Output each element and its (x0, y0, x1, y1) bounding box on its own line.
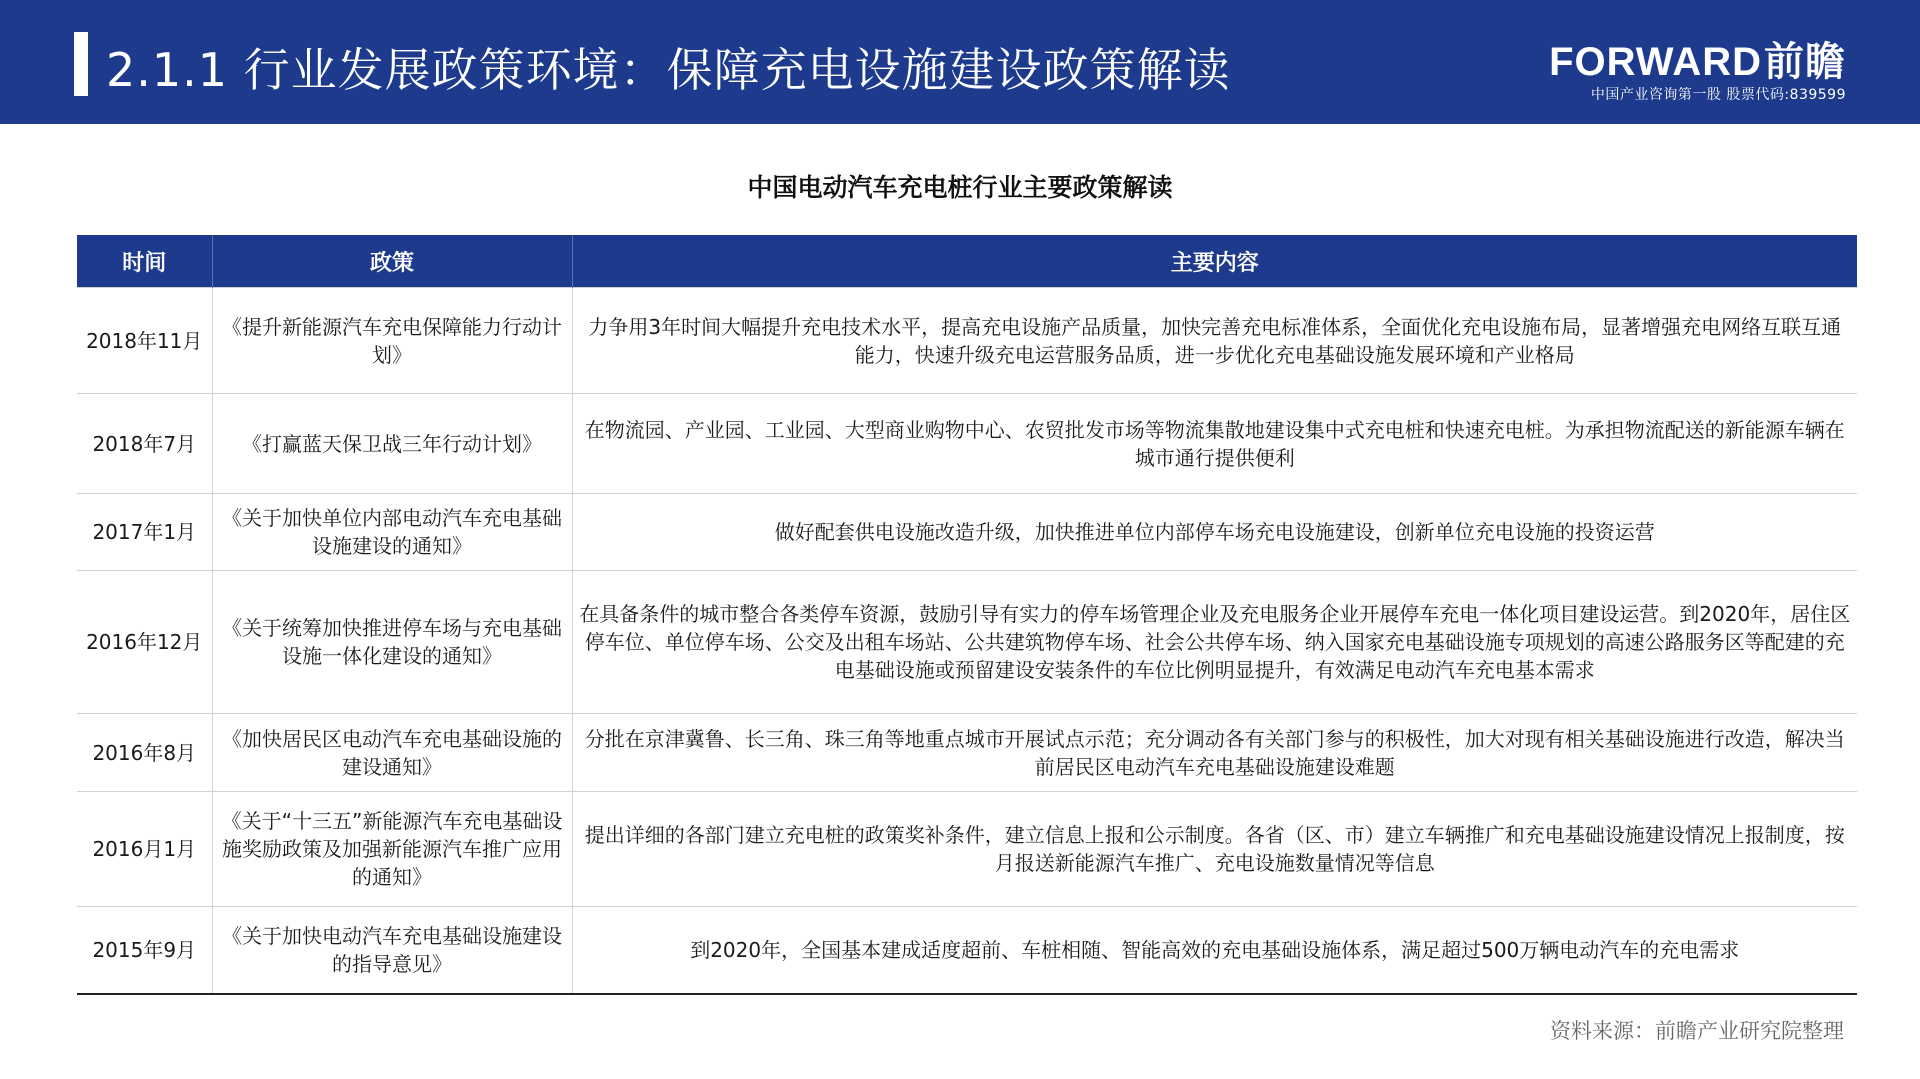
table-row (77, 792, 1857, 907)
logo-tagline: 中国产业咨询第一股 股票代码:839599 (1590, 87, 1846, 103)
cell-policy: 《加快居民区电动汽车充电基础设施的建设通知》 (212, 714, 572, 792)
table-row (77, 571, 1857, 714)
cell-content: 提出详细的各部门建立充电桩的政策奖补条件，建立信息上报和公示制度。各省（区、市）建立车辆推广和充电基础设施建设情况上报制度，按月报送新能源汽车推广、充电设施数量情况等信息 (572, 792, 1857, 907)
column-header-policy: 政策 (212, 235, 572, 288)
cell-time: 2016年12月 (77, 571, 212, 714)
cell-time: 2016月1月 (77, 792, 212, 907)
title-accent-bar (74, 32, 88, 96)
logo-brand: FORWARD (1549, 40, 1762, 84)
cell-policy: 《关于加快电动汽车充电基础设施建设的指导意见》 (212, 907, 572, 994)
table-row (77, 288, 1857, 394)
cell-time: 2018年7月 (77, 394, 212, 494)
cell-content: 力争用3年时间大幅提升充电技术水平，提高充电设施产品质量，加快完善充电标准体系，全面优化充电设施布局，显著增强充电网络互联互通能力，快速升级充电运营服务品质，进一步优化充电基础设施发展环境和产业格局 (572, 288, 1857, 394)
cell-policy: 《关于统筹加快推进停车场与充电基础设施一体化建设的通知》 (212, 571, 572, 714)
cell-content: 做好配套供电设施改造升级，加快推进单位内部停车场充电设施建设，创新单位充电设施的投资运营 (572, 494, 1857, 571)
table-row (77, 907, 1857, 994)
cell-policy: 《关于“十三五”新能源汽车充电基础设施奖励政策及加强新能源汽车推广应用的通知》 (212, 792, 572, 907)
page-title: 2.1.1 行业发展政策环境：保障充电设施建设政策解读 (106, 43, 1231, 97)
table-title: 中国电动汽车充电桩行业主要政策解读 (747, 173, 1173, 202)
logo-brand-cn: 前瞻 (1764, 40, 1846, 84)
cell-content: 分批在京津冀鲁、长三角、珠三角等地重点城市开展试点示范；充分调动各有关部门参与的积极性，加大对现有相关基础设施进行改造，解决当前居民区电动汽车充电基础设施建设难题 (572, 714, 1857, 792)
cell-time: 2016年8月 (77, 714, 212, 792)
forward-logo (1546, 40, 1846, 104)
table-row (77, 714, 1857, 792)
cell-policy: 《打赢蓝天保卫战三年行动计划》 (212, 394, 572, 494)
table-row (77, 494, 1857, 571)
table-header-row (77, 235, 1857, 288)
cell-policy: 《提升新能源汽车充电保障能力行动计划》 (212, 288, 572, 394)
cell-time: 2015年9月 (77, 907, 212, 994)
header-banner (0, 0, 1920, 124)
policy-table (77, 235, 1857, 995)
column-header-time: 时间 (77, 235, 212, 288)
column-header-content: 主要内容 (572, 235, 1857, 288)
cell-content: 在物流园、产业园、工业园、大型商业购物中心、农贸批发市场等物流集散地建设集中式充电桩和快速充电桩。为承担物流配送的新能源车辆在城市通行提供便利 (572, 394, 1857, 494)
source-note: 资料来源：前瞻产业研究院整理 (1550, 1019, 1844, 1043)
cell-content: 到2020年，全国基本建成适度超前、车桩相随、智能高效的充电基础设施体系，满足超过500万辆电动汽车的充电需求 (572, 907, 1857, 994)
table-row (77, 394, 1857, 494)
cell-policy: 《关于加快单位内部电动汽车充电基础设施建设的通知》 (212, 494, 572, 571)
cell-time: 2018年11月 (77, 288, 212, 394)
cell-time: 2017年1月 (77, 494, 212, 571)
cell-content: 在具备条件的城市整合各类停车资源，鼓励引导有实力的停车场管理企业及充电服务企业开展停车充电一体化项目建设运营。到2020年，居住区停车位、单位停车场、公交及出租车场站、公共建筑物停车场、社会公共停车场、纳入国家充电基础设施专项规划的高速公路服务区等配建的充电基础设施或预留建设安装条件的车位比例明显提升，有效满足电动汽车充电基本需求 (572, 571, 1857, 714)
